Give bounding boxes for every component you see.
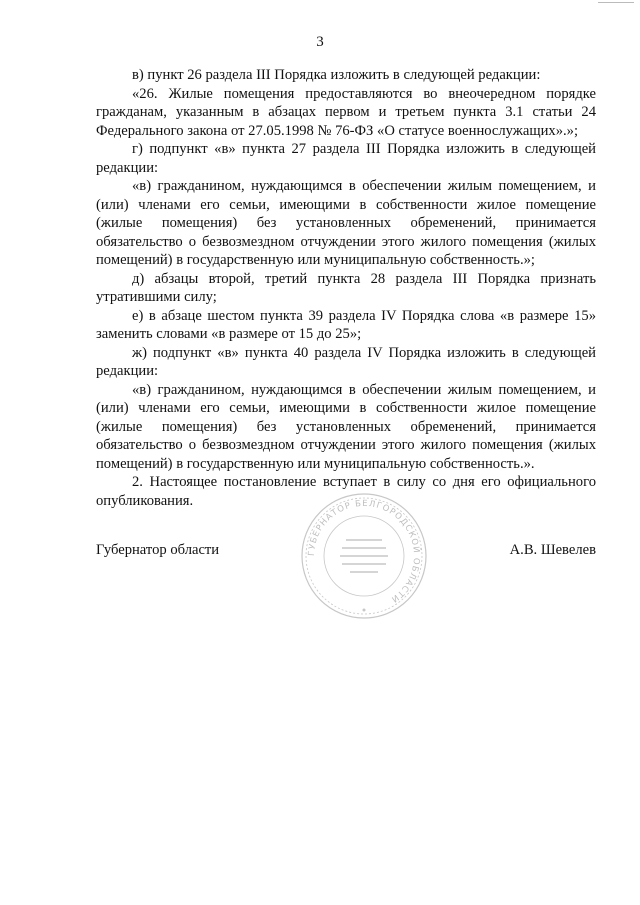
signer-title: Губернатор области bbox=[96, 542, 220, 558]
paragraph-item-v: в) пункт 26 раздела III Порядка изложить в следующей редакции: bbox=[132, 67, 541, 83]
seal-ring-text: ГУБЕРНАТОР БЕЛГОРОДСКОЙ ОБЛАСТИ bbox=[306, 498, 422, 605]
page-number: 3 bbox=[316, 34, 324, 50]
paragraph-item-zh: ж) подпункт «в» пункта 40 раздела IV Порядка изложить в следующей редакции: bbox=[96, 344, 596, 379]
paragraph-quote-v-40: «в) гражданином, нуждающимся в обеспечении жилым помещением, и (или) членами его семьи, имеющими в собственности жилое помещение (жилые помещения) без установленных обременений, принимается обязательство о безвозмездном отчуждении этого жилого помещения (жилых помещений) в государственную или муниципальную собственность.». bbox=[96, 381, 596, 472]
paragraph-quote-v-27: «в) гражданином, нуждающимся в обеспечении жилым помещением, и (или) членами его семьи, имеющими в собственности жилое помещение (жилые помещения) без установленных обременений, принимается обязательство о безвозмездном отчуждении этого жилого помещения (жилых помещений) в государственную или муниципальную собственность.»; bbox=[96, 178, 596, 268]
paragraph-item-d: д) абзацы второй, третий пункта 28 раздела III Порядка признать утратившими силу; bbox=[96, 270, 596, 305]
official-seal bbox=[300, 492, 428, 620]
scan-corner-mark bbox=[598, 2, 634, 3]
paragraph-item-g: г) подпункт «в» пункта 27 раздела III Порядка изложить в следующей редакции: bbox=[96, 141, 596, 176]
document-body bbox=[96, 66, 596, 510]
paragraph-effective-date: 2. Настоящее постановление вступает в силу со дня его официального опубликования. bbox=[96, 474, 596, 509]
paragraph-item-26: «26. Жилые помещения предоставляются во внеочередном порядке гражданам, указанным в абзацах первом и третьем пункта 3.1 статьи 24 Федерального закона от 27.05.1998 № 76-ФЗ «О статусе военнослужащих».»; bbox=[96, 85, 596, 139]
paragraph-item-e: е) в абзаце шестом пункта 39 раздела IV Порядка слова «в размере 15» заменить словами «в размере от 15 до 25»; bbox=[96, 307, 596, 342]
signer-name: А.В. Шевелев bbox=[509, 542, 596, 558]
